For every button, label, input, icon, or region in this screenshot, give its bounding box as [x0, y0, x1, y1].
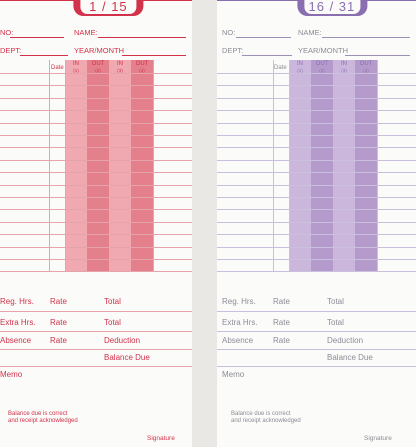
column-header-label: IN — [73, 61, 79, 67]
name-label: NAME: — [74, 28, 98, 37]
column-header-num: (2) — [95, 67, 101, 73]
signature-label: Signature — [147, 435, 175, 442]
extra-hrs-label: Extra Hrs. — [0, 318, 36, 327]
grid-row-line — [0, 209, 192, 210]
dept-label: DEPT: — [0, 46, 22, 55]
deduction-label: Deduction — [104, 336, 141, 345]
grid-row-line — [217, 222, 416, 223]
grid-row-line — [217, 73, 416, 74]
total-label: Total — [104, 318, 121, 327]
period-tab — [297, 0, 367, 16]
in-1-column — [65, 60, 87, 272]
reg-hrs-label: Reg. Hrs. — [0, 297, 34, 306]
period-label: 16 / 31 — [304, 0, 360, 14]
grid-row-line — [217, 247, 416, 248]
out-4-column — [131, 60, 153, 272]
acknowledgement-text — [231, 411, 301, 425]
signature-label: Signature — [364, 435, 392, 442]
extra-hrs-label: Extra Hrs. — [222, 318, 258, 327]
period-label: 1 / 15 — [80, 0, 136, 14]
column-header-label: OUT — [91, 61, 105, 67]
date-header: Date — [274, 65, 287, 71]
absence-label: Absence — [222, 336, 254, 345]
summary-rule — [0, 366, 192, 367]
column-header-num: (3) — [341, 67, 347, 73]
column-header-num: (1) — [297, 67, 303, 73]
summary-rule — [217, 311, 416, 312]
column-header-label: OUT — [359, 61, 373, 67]
summary-rule — [217, 366, 416, 367]
grid-row-line — [0, 259, 192, 260]
grid-row-line — [217, 234, 416, 235]
dept-field[interactable] — [20, 55, 68, 56]
column-header-num: (2) — [319, 67, 325, 73]
rate-label: Rate — [50, 318, 67, 327]
grid-row-line — [0, 110, 192, 111]
summary-rule — [217, 349, 416, 350]
grid-row-line — [0, 172, 192, 173]
date-header: Date — [51, 65, 64, 71]
column-header-num: (3) — [117, 67, 123, 73]
grid-row-line — [0, 123, 192, 124]
column-header-num: (1) — [73, 67, 79, 73]
grid-row-line — [217, 185, 416, 186]
acknowledgement-text — [8, 411, 78, 425]
grid-row-line — [217, 135, 416, 136]
total-label: Total — [327, 318, 344, 327]
rate-label: Rate — [50, 336, 67, 345]
no-label: NO: — [222, 28, 236, 37]
grid-row-line — [217, 271, 416, 272]
column-header-label: IN — [297, 61, 303, 67]
rate-label: Rate — [273, 297, 290, 306]
in-3-column — [333, 60, 355, 272]
grid-row-line — [0, 197, 192, 198]
yearmonth-field[interactable] — [345, 55, 410, 56]
time-grid — [217, 60, 416, 272]
grid-vline — [49, 60, 50, 272]
grid-row-line — [217, 172, 416, 173]
grid-row-line — [0, 222, 192, 223]
reg-hrs-label: Reg. Hrs. — [222, 297, 256, 306]
no-field[interactable] — [236, 37, 291, 38]
column-header-label: IN — [117, 61, 123, 67]
ack-line-2: and receipt acknowledged — [8, 418, 78, 424]
memo-label: Memo — [222, 370, 245, 379]
grid-row-line — [0, 147, 192, 148]
summary-rule — [0, 311, 192, 312]
in-1-column — [289, 60, 311, 272]
time-card-second-half — [217, 0, 416, 447]
dept-field[interactable] — [242, 55, 292, 56]
grid-vline — [65, 60, 66, 272]
grid-vline — [289, 60, 290, 272]
grid-row-line — [0, 98, 192, 99]
grid-row-line — [0, 73, 192, 74]
no-field[interactable] — [10, 37, 64, 38]
dept-label: DEPT: — [222, 46, 244, 55]
period-tab — [73, 0, 143, 16]
ack-line-2: and receipt acknowledged — [231, 418, 301, 424]
grid-row-line — [217, 209, 416, 210]
column-header-label: OUT — [135, 61, 149, 67]
grid-row-line — [0, 85, 192, 86]
name-label: NAME: — [298, 28, 322, 37]
column-header-num: (4) — [139, 67, 145, 73]
out-2-column — [311, 60, 333, 272]
summary-rule — [0, 349, 192, 350]
total-label: Total — [327, 297, 344, 306]
column-header-label: IN — [341, 61, 347, 67]
time-grid — [0, 60, 192, 272]
yearmonth-field[interactable] — [122, 55, 186, 56]
grid-row-line — [217, 85, 416, 86]
summary-rule — [217, 331, 416, 332]
rate-label: Rate — [273, 336, 290, 345]
rate-label: Rate — [50, 297, 67, 306]
grid-row-line — [217, 123, 416, 124]
yearmonth-label: YEAR/MONTH — [298, 46, 349, 55]
column-header-label: OUT — [315, 61, 329, 67]
grid-row-line — [0, 271, 192, 272]
memo-label: Memo — [0, 370, 23, 379]
balance-due-label: Balance Due — [104, 353, 150, 362]
in-3-column — [109, 60, 131, 272]
name-field[interactable] — [322, 37, 410, 38]
deduction-label: Deduction — [327, 336, 364, 345]
grid-row-line — [217, 160, 416, 161]
out-4-column — [355, 60, 377, 272]
time-card-first-half — [0, 0, 192, 447]
grid-vline — [153, 60, 154, 272]
grid-row-line — [217, 98, 416, 99]
no-label: NO: — [0, 28, 14, 37]
grid-vline — [273, 60, 274, 272]
rate-label: Rate — [273, 318, 290, 327]
grid-row-line — [0, 234, 192, 235]
ack-line-1: Balance due is correct — [231, 411, 291, 417]
absence-label: Absence — [0, 336, 32, 345]
grid-row-line — [0, 247, 192, 248]
grid-vline — [377, 60, 378, 272]
ack-line-1: Balance due is correct — [8, 411, 68, 417]
column-header-num: (4) — [363, 67, 369, 73]
grid-row-line — [217, 197, 416, 198]
summary-rule — [0, 331, 192, 332]
grid-row-line — [217, 147, 416, 148]
grid-row-line — [0, 160, 192, 161]
balance-due-label: Balance Due — [327, 353, 373, 362]
grid-row-line — [0, 185, 192, 186]
grid-row-line — [217, 110, 416, 111]
grid-row-line — [217, 259, 416, 260]
out-2-column — [87, 60, 109, 272]
grid-row-line — [0, 135, 192, 136]
total-label: Total — [104, 297, 121, 306]
yearmonth-label: YEAR/MONTH — [74, 46, 125, 55]
name-field[interactable] — [98, 37, 186, 38]
